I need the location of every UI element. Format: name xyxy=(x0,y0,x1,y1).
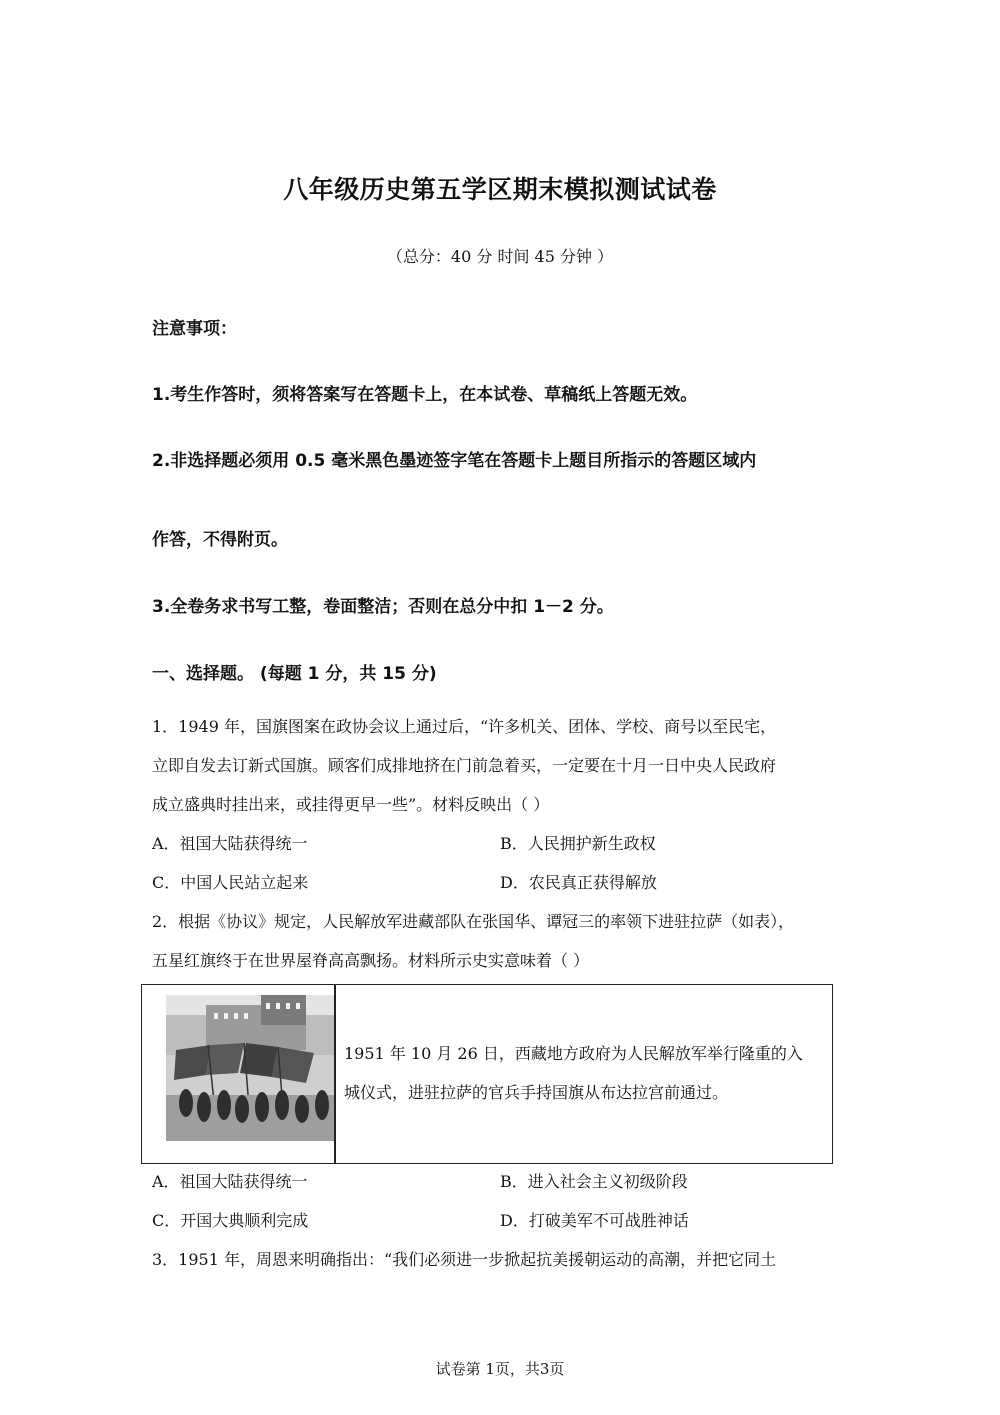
figure-divider xyxy=(334,985,336,1163)
potala-parade-photo xyxy=(166,995,334,1141)
exam-info: （总分：40 分 时间 45 分钟 ） xyxy=(386,247,614,266)
question-2-line: 2．根据《协议》规定，人民解放军进藏部队在张国华、谭冠三的率领下进驻拉萨（如表）， xyxy=(152,912,795,931)
question-1-option-d: D．农民真正获得解放 xyxy=(500,873,657,892)
notice-item-3: 3.全卷务求书写工整，卷面整洁；否则在总分中扣 1－2 分。 xyxy=(152,597,614,617)
section-heading: 一、选择题。 (每题 1 分，共 15 分) xyxy=(152,664,437,684)
question-2-line: 五星红旗终于在世界屋脊高高飘扬。材料所示史实意味着（ ） xyxy=(152,951,590,970)
question-1-line: 成立盛典时挂出来，或挂得更早一些”。材料反映出（ ） xyxy=(152,795,550,814)
notice-item-2: 2.非选择题必须用 0.5 毫米黑色墨迹签字笔在答题卡上题目所指示的答题区域内 xyxy=(152,451,757,471)
question-1-option-c: C．中国人民站立起来 xyxy=(152,873,309,892)
figure-caption-line: 1951 年 10 月 26 日，西藏地方政府为人民解放军举行隆重的入 xyxy=(344,1044,803,1063)
notice-item-1: 1.考生作答时，须将答案写在答题卡上，在本试卷、草稿纸上答题无效。 xyxy=(152,385,698,405)
question-1-line: 1．1949 年，国旗图案在政协会议上通过后，“许多机关、团体、学校、商号以至民宅， xyxy=(152,717,777,736)
question-2-option-a: A．祖国大陆获得统一 xyxy=(152,1172,308,1191)
question-2-option-c: C．开国大典顺利完成 xyxy=(152,1211,309,1230)
question-3-line: 3．1951 年，周恩来明确指出：“我们必须进一步掀起抗美援朝运动的高潮，并把它同土 xyxy=(152,1250,777,1269)
page-footer: 试卷第 1页，共3页 xyxy=(435,1360,565,1378)
question-1-line: 立即自发去订新式国旗。顾客们成排地挤在门前急着买，一定要在十月一日中央人民政府 xyxy=(152,756,777,775)
question-1-option-a: A．祖国大陆获得统一 xyxy=(152,834,308,853)
notice-item-2-cont: 作答，不得附页。 xyxy=(152,530,288,550)
question-2-option-b: B．进入社会主义初级阶段 xyxy=(500,1172,688,1191)
page-title: 八年级历史第五学区期末模拟测试试卷 xyxy=(283,175,717,204)
question-2-option-d: D．打破美军不可战胜神话 xyxy=(500,1211,689,1230)
question-1-option-b: B．人民拥护新生政权 xyxy=(500,834,656,853)
question-2-figure-table xyxy=(141,984,833,1164)
figure-caption-line: 城仪式，进驻拉萨的官兵手持国旗从布达拉宫前通过。 xyxy=(344,1083,729,1102)
notice-heading: 注意事项： xyxy=(152,319,237,339)
